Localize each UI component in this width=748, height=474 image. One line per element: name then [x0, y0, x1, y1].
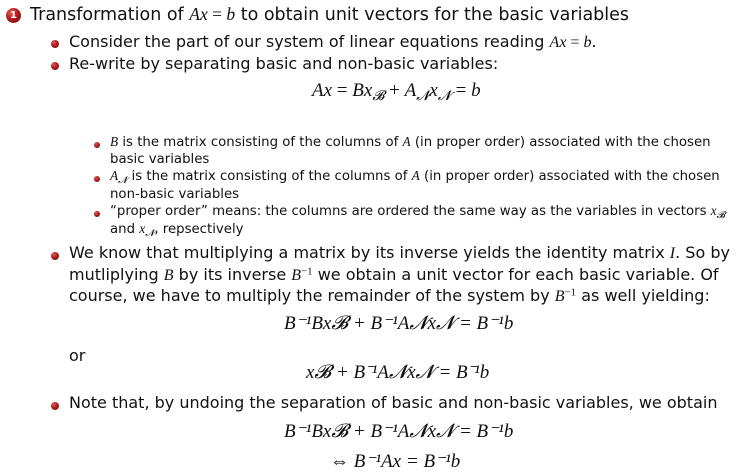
item-text: Re-write by separating basic and non-basic variables: — [69, 54, 499, 73]
or-text — [69, 346, 85, 365]
item-math-b: b — [583, 34, 592, 51]
heading-text-end: to obtain unit vectors for the basic variables — [235, 5, 630, 25]
bullet-icon — [94, 211, 100, 217]
section-heading — [30, 4, 629, 25]
equation-text: B⁻¹Bx𝓑 + B⁻¹A𝓝x𝓝 = B⁻¹b — [284, 313, 514, 334]
sub-list-item-cont — [110, 221, 244, 237]
list-item — [69, 54, 498, 73]
eq-term: Bx — [352, 80, 373, 101]
eq-subscript: 𝓝 — [416, 88, 430, 105]
sub-item-math: A — [402, 134, 411, 149]
bullet-icon — [94, 176, 100, 182]
list-item-cont — [69, 265, 719, 285]
eq-sign: = — [332, 80, 353, 101]
item-end: . — [591, 32, 597, 51]
item-superscript: −1 — [564, 286, 577, 299]
item-math: I — [669, 245, 676, 262]
eq-lhs: Ax — [312, 80, 333, 101]
enumeration-number-icon — [6, 8, 21, 23]
heading-math: Ax — [189, 4, 208, 24]
item-text: . So by — [675, 243, 730, 262]
or-label: or — [69, 346, 86, 365]
sub-item-text: (in proper order) associated with the chosen — [419, 169, 720, 184]
sub-item-text: (in proper order) associated with the chosen — [410, 135, 711, 150]
eq-subscript: 𝓝 — [437, 88, 451, 105]
equation-text: x𝓑 + B⁻¹A𝓝x𝓝 = B⁻¹b — [306, 362, 490, 383]
item-text: We know that multiplying a matrix by its inverse yields the identity matrix — [69, 243, 670, 262]
sub-list-item — [110, 134, 711, 150]
eq-sign: = — [450, 80, 472, 101]
sub-list-item — [110, 203, 725, 219]
sub-item-math: B — [110, 134, 119, 149]
sub-item-math: x — [139, 221, 146, 236]
sub-list-item — [110, 168, 720, 184]
sub-item-subscript: 𝓝 — [118, 174, 128, 186]
sub-item-text: , repsectively — [154, 222, 244, 237]
bullet-icon — [51, 40, 59, 48]
eq-rhs: b — [471, 80, 481, 101]
eq-term: x — [429, 80, 438, 101]
equivalence-arrow: ⇔ — [330, 451, 349, 472]
list-item — [69, 243, 730, 263]
heading-eq: = — [207, 4, 227, 24]
heading-math-b: b — [226, 4, 236, 24]
bullet-icon — [51, 402, 59, 410]
sub-item-math: A — [411, 168, 420, 183]
eq-subscript: 𝓑 — [372, 88, 385, 105]
list-item — [69, 32, 597, 52]
item-text: course, we have to multiply the remainder of the system by — [69, 286, 555, 305]
list-item — [69, 393, 717, 412]
eq-term: A — [404, 80, 417, 101]
sub-item-text: is the matrix consisting of the columns of — [127, 169, 412, 184]
sub-list-item-cont — [110, 152, 209, 167]
item-text: we obtain a unit vector for each basic variable. Of — [312, 265, 719, 284]
equation-multiplied — [284, 312, 513, 335]
item-text: by its inverse — [173, 265, 292, 284]
heading-text: Transformation of — [30, 5, 190, 25]
equation-result — [330, 450, 460, 473]
sub-item-text: non-basic variables — [110, 187, 240, 202]
list-item-cont — [69, 286, 710, 306]
sub-item-subscript: 𝓝 — [145, 227, 155, 239]
item-math: Ax — [549, 34, 567, 51]
bullet-icon — [94, 142, 100, 148]
bullet-icon — [51, 62, 59, 70]
equation-text: B⁻¹Ax = B⁻¹b — [353, 451, 461, 472]
bullet-icon — [51, 252, 59, 260]
item-text: Consider the part of our system of linear equations reading — [69, 32, 550, 51]
enumeration-number: 1 — [10, 10, 17, 21]
item-math: B — [554, 288, 565, 305]
sub-list-item-cont — [110, 187, 239, 202]
sub-item-text: and — [110, 222, 140, 237]
item-text: Note that, by undoing the separation of basic and non-basic variables, we obtain — [69, 393, 718, 412]
item-eq: = — [566, 34, 584, 51]
item-text: mutliplying — [69, 265, 164, 284]
equation-text: B⁻¹Bx𝓑 + B⁻¹A𝓝x𝓝 = B⁻¹b — [284, 421, 514, 442]
sub-item-text: basic variables — [110, 152, 210, 167]
item-superscript: −1 — [301, 265, 313, 278]
eq-plus: + — [384, 80, 405, 101]
equation-unit — [306, 362, 489, 384]
sub-item-text: “proper order” means: the columns are ordered the same way as the variables in vectors — [110, 204, 711, 219]
item-text: as well yielding: — [576, 286, 710, 305]
item-math: B — [163, 267, 174, 284]
sub-item-text: is the matrix consisting of the columns of — [118, 135, 403, 150]
item-math: B — [291, 267, 302, 284]
equation-partition — [312, 80, 481, 105]
sub-item-math: x — [710, 203, 717, 218]
sub-item-math: A — [110, 168, 119, 183]
equation-undo — [284, 420, 513, 443]
sub-item-subscript: 𝓑 — [716, 209, 726, 221]
